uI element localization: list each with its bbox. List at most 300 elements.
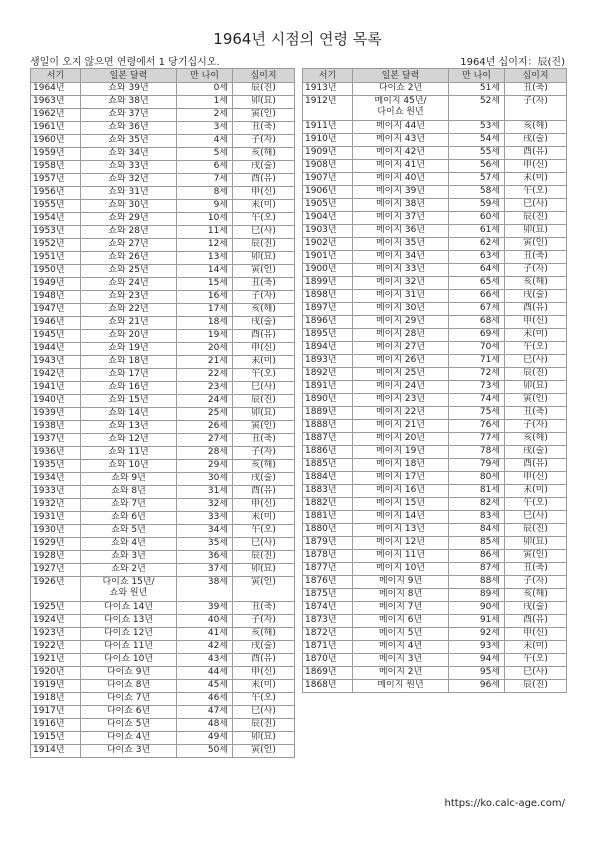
cell-zodiac: 申(신) xyxy=(505,628,567,641)
cell-age: 65세 xyxy=(449,277,505,290)
cell-zodiac: 丑(축) xyxy=(505,563,567,576)
cell-western-year: 1959년 xyxy=(31,148,81,161)
cell-age: 4세 xyxy=(177,135,233,148)
cell-japanese-era: 다이쇼 11년 xyxy=(81,641,177,654)
cell-zodiac: 卯(묘) xyxy=(505,381,567,394)
cell-zodiac: 寅(인) xyxy=(233,745,295,758)
cell-age: 62세 xyxy=(449,238,505,251)
cell-zodiac: 酉(유) xyxy=(505,303,567,316)
table-row xyxy=(31,317,295,330)
cell-age: 85세 xyxy=(449,537,505,550)
cell-age: 95세 xyxy=(449,667,505,680)
cell-japanese-era: 쇼와 34년 xyxy=(81,148,177,161)
table-row xyxy=(31,732,295,745)
cell-age: 29세 xyxy=(177,460,233,473)
cell-japanese-era: 쇼와 11년 xyxy=(81,447,177,460)
table-row xyxy=(303,511,567,524)
cell-japanese-era: 메이지 30년 xyxy=(353,303,449,316)
cell-age: 19세 xyxy=(177,330,233,343)
cell-japanese-era: 메이지 31년 xyxy=(353,290,449,303)
cell-japanese-era: 다이쇼 3년 xyxy=(81,745,177,758)
cell-age: 72세 xyxy=(449,368,505,381)
cell-age: 40세 xyxy=(177,615,233,628)
table-row xyxy=(31,161,295,174)
cell-zodiac: 酉(유) xyxy=(505,459,567,472)
cell-western-year: 1954년 xyxy=(31,213,81,226)
cell-western-year: 1929년 xyxy=(31,538,81,551)
cell-japanese-era: 다이쇼 5년 xyxy=(81,719,177,732)
cell-zodiac: 丑(축) xyxy=(233,434,295,447)
table-row xyxy=(303,160,567,173)
cell-western-year: 1946년 xyxy=(31,317,81,330)
cell-western-year: 1955년 xyxy=(31,200,81,213)
table-row xyxy=(303,407,567,420)
cell-western-year: 1900년 xyxy=(303,264,353,277)
cell-zodiac: 戌(술) xyxy=(505,134,567,147)
cell-japanese-era: 메이지 3년 xyxy=(353,654,449,667)
cell-zodiac: 午(오) xyxy=(233,693,295,706)
cell-zodiac: 子(자) xyxy=(505,576,567,589)
cell-western-year: 1932년 xyxy=(31,499,81,512)
cell-age: 49세 xyxy=(177,732,233,745)
cell-japanese-era: 메이지 15년 xyxy=(353,498,449,511)
header-zodiac: 십이지 xyxy=(505,69,567,83)
cell-western-year: 1920년 xyxy=(31,667,81,680)
cell-zodiac: 亥(해) xyxy=(505,589,567,602)
cell-japanese-era: 메이지 29년 xyxy=(353,316,449,329)
cell-zodiac: 未(미) xyxy=(233,356,295,369)
cell-western-year: 1907년 xyxy=(303,173,353,186)
cell-age: 86세 xyxy=(449,550,505,563)
cell-japanese-era: 메이지 26년 xyxy=(353,355,449,368)
table-row xyxy=(303,589,567,602)
cell-age: 7세 xyxy=(177,174,233,187)
source-url: https://ko.calc-age.com/ xyxy=(444,798,565,809)
cell-western-year: 1927년 xyxy=(31,564,81,577)
cell-zodiac: 未(미) xyxy=(505,173,567,186)
table-row xyxy=(303,485,567,498)
header-zodiac: 십이지 xyxy=(233,69,295,83)
page-title: 1964년 시점의 연령 목록 xyxy=(213,30,382,48)
cell-zodiac: 巳(사) xyxy=(505,355,567,368)
cell-zodiac: 申(신) xyxy=(505,472,567,485)
cell-western-year: 1961년 xyxy=(31,122,81,135)
cell-western-year: 1949년 xyxy=(31,278,81,291)
header-japanese-era: 일본 달력 xyxy=(81,69,177,83)
cell-japanese-era: 다이쇼 2년 xyxy=(353,83,449,96)
cell-japanese-era: 메이지 43년 xyxy=(353,134,449,147)
cell-age: 17세 xyxy=(177,304,233,317)
cell-age: 9세 xyxy=(177,200,233,213)
cell-western-year: 1919년 xyxy=(31,680,81,693)
cell-western-year: 1963년 xyxy=(31,96,81,109)
cell-age: 52세 xyxy=(449,96,505,121)
cell-zodiac: 子(자) xyxy=(233,135,295,148)
table-row xyxy=(31,135,295,148)
table-row xyxy=(303,433,567,446)
cell-western-year: 1938년 xyxy=(31,421,81,434)
cell-western-year: 1874년 xyxy=(303,602,353,615)
table-row xyxy=(303,251,567,264)
table-row xyxy=(303,420,567,433)
cell-age: 45세 xyxy=(177,680,233,693)
table-row xyxy=(31,551,295,564)
cell-western-year: 1898년 xyxy=(303,290,353,303)
cell-age: 56세 xyxy=(449,160,505,173)
cell-japanese-era: 쇼와 33년 xyxy=(81,161,177,174)
table-row xyxy=(303,238,567,251)
cell-zodiac: 卯(묘) xyxy=(505,225,567,238)
cell-western-year: 1934년 xyxy=(31,473,81,486)
table-row xyxy=(31,226,295,239)
cell-age: 37세 xyxy=(177,564,233,577)
cell-age: 83세 xyxy=(449,511,505,524)
table-row xyxy=(31,434,295,447)
header-japanese-era: 일본 달력 xyxy=(353,69,449,83)
cell-age: 35세 xyxy=(177,538,233,551)
cell-western-year: 1896년 xyxy=(303,316,353,329)
cell-japanese-era: 쇼와 15년 xyxy=(81,395,177,408)
cell-japanese-era: 메이지 6년 xyxy=(353,615,449,628)
cell-western-year: 1910년 xyxy=(303,134,353,147)
table-row xyxy=(303,225,567,238)
cell-japanese-era: 쇼와 32년 xyxy=(81,174,177,187)
cell-western-year: 1876년 xyxy=(303,576,353,589)
table-row xyxy=(31,680,295,693)
cell-japanese-era: 쇼와 16년 xyxy=(81,382,177,395)
cell-japanese-era: 다이쇼 13년 xyxy=(81,615,177,628)
cell-western-year: 1925년 xyxy=(31,602,81,615)
cell-western-year: 1871년 xyxy=(303,641,353,654)
cell-zodiac: 巳(사) xyxy=(505,511,567,524)
table-row xyxy=(303,602,567,615)
cell-japanese-era: 쇼와 38년 xyxy=(81,96,177,109)
table-row xyxy=(31,239,295,252)
table-row xyxy=(303,472,567,485)
cell-age: 24세 xyxy=(177,395,233,408)
cell-japanese-era: 메이지 16년 xyxy=(353,485,449,498)
zodiac-of-year: 1964년 십이지：辰(진) xyxy=(460,57,565,68)
cell-age: 10세 xyxy=(177,213,233,226)
cell-japanese-era: 쇼와 7년 xyxy=(81,499,177,512)
cell-western-year: 1887년 xyxy=(303,433,353,446)
cell-japanese-era: 쇼와 35년 xyxy=(81,135,177,148)
header-age: 만 나이 xyxy=(449,69,505,83)
cell-age: 30세 xyxy=(177,473,233,486)
cell-japanese-era: 쇼와 3년 xyxy=(81,551,177,564)
cell-zodiac: 未(미) xyxy=(505,329,567,342)
cell-western-year: 1904년 xyxy=(303,212,353,225)
cell-japanese-era: 쇼와 28년 xyxy=(81,226,177,239)
cell-age: 93세 xyxy=(449,641,505,654)
cell-japanese-era: 메이지 4년 xyxy=(353,641,449,654)
table-row xyxy=(31,473,295,486)
cell-age: 47세 xyxy=(177,706,233,719)
cell-age: 46세 xyxy=(177,693,233,706)
cell-age: 11세 xyxy=(177,226,233,239)
cell-zodiac: 寅(인) xyxy=(505,394,567,407)
cell-western-year: 1895년 xyxy=(303,329,353,342)
cell-western-year: 1956년 xyxy=(31,187,81,200)
cell-western-year: 1888년 xyxy=(303,420,353,433)
table-row xyxy=(303,459,567,472)
cell-western-year: 1875년 xyxy=(303,589,353,602)
cell-western-year: 1942년 xyxy=(31,369,81,382)
table-row xyxy=(31,265,295,278)
cell-age: 32세 xyxy=(177,499,233,512)
table-row xyxy=(303,576,567,589)
cell-japanese-era: 쇼와 39년 xyxy=(81,83,177,96)
table-header-row xyxy=(31,69,295,83)
cell-zodiac: 卯(묘) xyxy=(233,96,295,109)
table-row xyxy=(303,303,567,316)
cell-zodiac: 巳(사) xyxy=(505,199,567,212)
header-age: 만 나이 xyxy=(177,69,233,83)
cell-japanese-era: 메이지 32년 xyxy=(353,277,449,290)
table-row xyxy=(31,109,295,122)
cell-japanese-era: 다이쇼 4년 xyxy=(81,732,177,745)
table-row xyxy=(31,395,295,408)
cell-japanese-era: 메이지 17년 xyxy=(353,472,449,485)
cell-zodiac: 酉(유) xyxy=(233,330,295,343)
cell-zodiac: 亥(해) xyxy=(233,304,295,317)
cell-japanese-era: 쇼와 13년 xyxy=(81,421,177,434)
cell-japanese-era: 메이지 21년 xyxy=(353,420,449,433)
table-row xyxy=(31,252,295,265)
cell-age: 27세 xyxy=(177,434,233,447)
cell-zodiac: 戌(술) xyxy=(505,602,567,615)
cell-zodiac: 未(미) xyxy=(505,485,567,498)
cell-western-year: 1906년 xyxy=(303,186,353,199)
cell-zodiac: 亥(해) xyxy=(505,433,567,446)
cell-age: 54세 xyxy=(449,134,505,147)
cell-age: 69세 xyxy=(449,329,505,342)
table-row xyxy=(31,278,295,291)
cell-age: 90세 xyxy=(449,602,505,615)
table-row xyxy=(303,381,567,394)
cell-age: 71세 xyxy=(449,355,505,368)
cell-japanese-era: 메이지 41년 xyxy=(353,160,449,173)
cell-western-year: 1964년 xyxy=(31,83,81,96)
cell-age: 15세 xyxy=(177,278,233,291)
cell-japanese-era: 메이지 36년 xyxy=(353,225,449,238)
cell-age: 64세 xyxy=(449,264,505,277)
cell-zodiac: 寅(인) xyxy=(233,265,295,278)
table-row xyxy=(303,628,567,641)
cell-zodiac: 丑(축) xyxy=(505,407,567,420)
cell-age: 77세 xyxy=(449,433,505,446)
cell-age: 3세 xyxy=(177,122,233,135)
cell-japanese-era: 쇼와 26년 xyxy=(81,252,177,265)
cell-age: 57세 xyxy=(449,173,505,186)
cell-western-year: 1958년 xyxy=(31,161,81,174)
cell-japanese-era: 쇼와 9년 xyxy=(81,473,177,486)
cell-japanese-era: 쇼와 12년 xyxy=(81,434,177,447)
cell-western-year: 1951년 xyxy=(31,252,81,265)
table-body xyxy=(303,83,567,693)
cell-western-year: 1886년 xyxy=(303,446,353,459)
table-row xyxy=(303,498,567,511)
table-row xyxy=(303,680,567,693)
table-row xyxy=(303,563,567,576)
cell-western-year: 1936년 xyxy=(31,447,81,460)
table-row xyxy=(31,641,295,654)
cell-zodiac: 申(신) xyxy=(505,160,567,173)
cell-zodiac: 巳(사) xyxy=(233,226,295,239)
cell-japanese-era: 메이지 45년/ 다이쇼 원년 xyxy=(353,96,449,121)
cell-zodiac: 子(자) xyxy=(505,264,567,277)
table-row xyxy=(303,121,567,134)
cell-age: 43세 xyxy=(177,654,233,667)
cell-western-year: 1889년 xyxy=(303,407,353,420)
cell-japanese-era: 쇼와 21년 xyxy=(81,317,177,330)
cell-age: 16세 xyxy=(177,291,233,304)
cell-age: 61세 xyxy=(449,225,505,238)
cell-western-year: 1914년 xyxy=(31,745,81,758)
cell-zodiac: 辰(진) xyxy=(505,212,567,225)
table-row xyxy=(303,147,567,160)
cell-age: 48세 xyxy=(177,719,233,732)
cell-zodiac: 未(미) xyxy=(505,641,567,654)
cell-age: 55세 xyxy=(449,147,505,160)
cell-japanese-era: 쇼와 29년 xyxy=(81,213,177,226)
cell-western-year: 1913년 xyxy=(303,83,353,96)
cell-western-year: 1935년 xyxy=(31,460,81,473)
cell-japanese-era: 쇼와 30년 xyxy=(81,200,177,213)
cell-japanese-era: 메이지 25년 xyxy=(353,368,449,381)
cell-japanese-era: 쇼와 19년 xyxy=(81,343,177,356)
table-row xyxy=(31,122,295,135)
table-row xyxy=(303,96,567,121)
cell-japanese-era: 다이쇼 9년 xyxy=(81,667,177,680)
cell-japanese-era: 쇼와 37년 xyxy=(81,109,177,122)
table-row xyxy=(303,290,567,303)
cell-zodiac: 辰(진) xyxy=(505,680,567,693)
cell-western-year: 1873년 xyxy=(303,615,353,628)
cell-western-year: 1905년 xyxy=(303,199,353,212)
table-row xyxy=(31,654,295,667)
cell-western-year: 1869년 xyxy=(303,667,353,680)
cell-zodiac: 子(자) xyxy=(505,96,567,121)
cell-age: 63세 xyxy=(449,251,505,264)
cell-western-year: 1945년 xyxy=(31,330,81,343)
cell-japanese-era: 메이지 44년 xyxy=(353,121,449,134)
table-row xyxy=(31,304,295,317)
cell-western-year: 1882년 xyxy=(303,498,353,511)
table-row xyxy=(303,537,567,550)
cell-age: 73세 xyxy=(449,381,505,394)
cell-age: 39세 xyxy=(177,602,233,615)
cell-age: 38세 xyxy=(177,577,233,602)
cell-age: 79세 xyxy=(449,459,505,472)
table-row xyxy=(303,277,567,290)
cell-western-year: 1917년 xyxy=(31,706,81,719)
cell-japanese-era: 메이지 33년 xyxy=(353,264,449,277)
cell-western-year: 1947년 xyxy=(31,304,81,317)
cell-western-year: 1923년 xyxy=(31,628,81,641)
cell-western-year: 1899년 xyxy=(303,277,353,290)
table-row xyxy=(31,460,295,473)
cell-zodiac: 午(오) xyxy=(233,525,295,538)
cell-zodiac: 丑(축) xyxy=(233,602,295,615)
table-row xyxy=(31,512,295,525)
cell-western-year: 1948년 xyxy=(31,291,81,304)
table-row xyxy=(303,264,567,277)
cell-zodiac: 卯(묘) xyxy=(233,564,295,577)
cell-age: 31세 xyxy=(177,486,233,499)
cell-western-year: 1883년 xyxy=(303,485,353,498)
cell-age: 14세 xyxy=(177,265,233,278)
table-row xyxy=(31,200,295,213)
table-row xyxy=(31,96,295,109)
cell-japanese-era: 메이지 19년 xyxy=(353,446,449,459)
cell-zodiac: 寅(인) xyxy=(505,550,567,563)
cell-zodiac: 子(자) xyxy=(505,420,567,433)
cell-age: 58세 xyxy=(449,186,505,199)
cell-japanese-era: 쇼와 2년 xyxy=(81,564,177,577)
cell-zodiac: 未(미) xyxy=(233,512,295,525)
cell-japanese-era: 쇼와 20년 xyxy=(81,330,177,343)
cell-japanese-era: 메이지 42년 xyxy=(353,147,449,160)
cell-age: 82세 xyxy=(449,498,505,511)
cell-japanese-era: 메이지 5년 xyxy=(353,628,449,641)
cell-western-year: 1937년 xyxy=(31,434,81,447)
cell-zodiac: 午(오) xyxy=(233,369,295,382)
cell-japanese-era: 메이지 13년 xyxy=(353,524,449,537)
cell-japanese-era: 메이지 23년 xyxy=(353,394,449,407)
cell-age: 33세 xyxy=(177,512,233,525)
table-row xyxy=(31,745,295,758)
cell-age: 68세 xyxy=(449,316,505,329)
cell-zodiac: 寅(인) xyxy=(233,421,295,434)
cell-japanese-era: 메이지 20년 xyxy=(353,433,449,446)
cell-zodiac: 酉(유) xyxy=(505,615,567,628)
cell-age: 36세 xyxy=(177,551,233,564)
cell-zodiac: 卯(묘) xyxy=(233,732,295,745)
age-table-left xyxy=(30,68,295,758)
cell-zodiac: 子(자) xyxy=(233,447,295,460)
cell-age: 76세 xyxy=(449,420,505,433)
cell-japanese-era: 메이지 8년 xyxy=(353,589,449,602)
cell-zodiac: 巳(사) xyxy=(505,667,567,680)
table-row xyxy=(31,564,295,577)
table-row xyxy=(31,421,295,434)
cell-western-year: 1872년 xyxy=(303,628,353,641)
cell-zodiac: 辰(진) xyxy=(233,239,295,252)
cell-japanese-era: 쇼와 4년 xyxy=(81,538,177,551)
table-row xyxy=(31,667,295,680)
table-row xyxy=(303,199,567,212)
cell-zodiac: 申(신) xyxy=(233,667,295,680)
cell-zodiac: 辰(진) xyxy=(505,524,567,537)
cell-japanese-era: 메이지 14년 xyxy=(353,511,449,524)
cell-age: 12세 xyxy=(177,239,233,252)
cell-western-year: 1922년 xyxy=(31,641,81,654)
cell-age: 50세 xyxy=(177,745,233,758)
table-row xyxy=(31,343,295,356)
cell-japanese-era: 메이지 11년 xyxy=(353,550,449,563)
cell-age: 18세 xyxy=(177,317,233,330)
table-row xyxy=(31,382,295,395)
table-row xyxy=(31,291,295,304)
age-table-right xyxy=(302,68,567,693)
table-row xyxy=(303,550,567,563)
cell-age: 53세 xyxy=(449,121,505,134)
table-row xyxy=(303,654,567,667)
cell-age: 6세 xyxy=(177,161,233,174)
cell-age: 60세 xyxy=(449,212,505,225)
cell-japanese-era: 메이지 39년 xyxy=(353,186,449,199)
